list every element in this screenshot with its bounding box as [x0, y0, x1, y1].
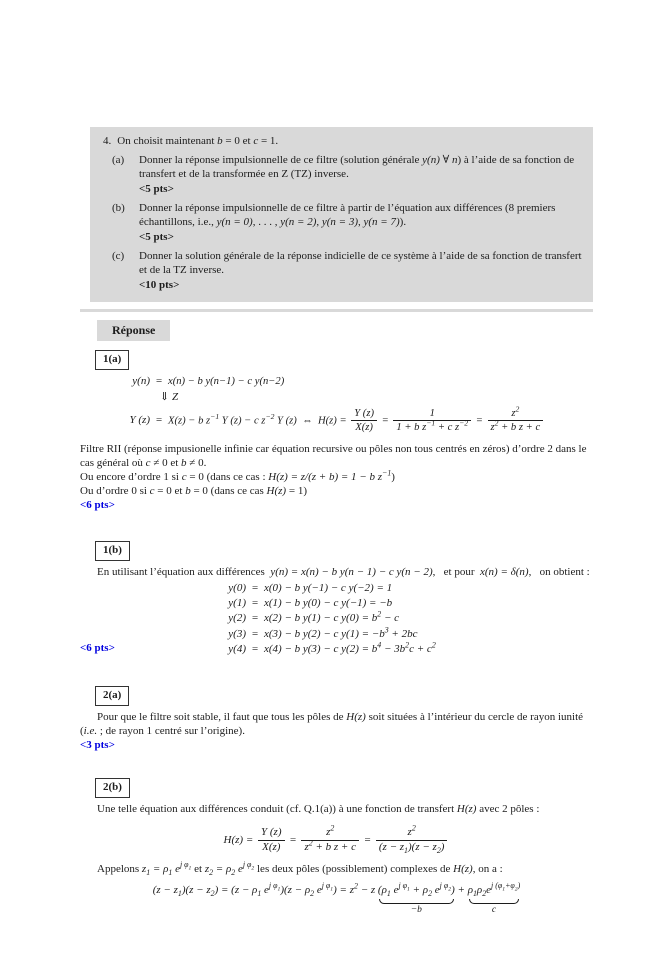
- equation-row: [80, 375, 593, 389]
- item-b-text: Donner la réponse impulsionnelle de ce filtre à partir de l’équation aux différences (8 premiers échantillons, i.e., y(n = 0), . . . , y(n = 2), y(n = 3), y(n = 7)).: [139, 201, 556, 228]
- answer-1a-line3: Ou d’ordre 0 si c = 0 et b = 0 (dans ce cas H(z) = 1): [80, 484, 307, 497]
- item-b-label: (b): [112, 201, 125, 214]
- eq-equals: =: [251, 612, 259, 625]
- points-badge-2a: <3 pts>: [80, 738, 115, 751]
- section-label-1b: 1(b): [95, 541, 130, 561]
- question-box: [90, 127, 593, 302]
- eq-rhs: x(4) − b y(3) − c $y(2) = b^4 - 3b^2c + c^2$: [264, 640, 436, 656]
- answer-2a-paragraph: [80, 711, 593, 753]
- response-header: Réponse: [97, 320, 170, 341]
- item-a-label: (a): [112, 153, 125, 166]
- eq-equals: =: [155, 374, 163, 387]
- question-item-a: [103, 154, 583, 197]
- item-c-label: (c): [112, 249, 125, 262]
- eq-rhs: x(0) − b y(−1) − c y(−2) = 1: [264, 581, 393, 594]
- divider: [80, 309, 593, 312]
- z-transform-arrow: ⇓ Z: [160, 390, 179, 403]
- answer-2b-paragraph: Appelons $z_1 = \rho_1$ $e^{j \varphi_1}$ et $z_2 = \rho_2$ $e^{j \varphi_2}$ les deux pôles (possiblement) complexes de H(z), on a :: [97, 859, 503, 877]
- eq-rhs: x(1) − b y(0) − c y(−1) = −b: [264, 596, 393, 609]
- equation-row: [80, 404, 593, 435]
- answer-2a-text: Pour que le filtre soit stable, il faut que tous les pôles de H(z) soit situées à l’intérieur du cercle de rayon iunité (i.e. ; de rayon 1 centré sur l’origine).: [80, 710, 584, 737]
- item-c-text: Donner la solution générale de la réponse indicielle de ce système à l’aide de sa fonction de transfert et de la TZ inverse.: [139, 249, 582, 276]
- answer-1a-line2: Ou encore d’ordre 1 si c = 0 (dans ce cas : H(z) = z/(z + b) = 1 − b $z^{-1}$): [80, 468, 395, 483]
- item-c-points: <10 pts>: [139, 278, 180, 291]
- eq-lhs: y(3): [228, 627, 246, 640]
- section-label-1a: 1(a): [95, 350, 129, 370]
- eq-equals: =: [251, 627, 259, 640]
- equation-block-1a: [80, 375, 593, 435]
- answer-1a-paragraph: [80, 443, 593, 513]
- equation-row: [80, 640, 593, 657]
- document-content: [80, 127, 593, 920]
- equation-row: [80, 625, 593, 642]
- answer-2b-intro: Une telle équation aux différences conduit (cf. Q.1(a)) à une fonction de transfert H(z) avec 2 pôles :: [97, 802, 540, 815]
- eq-lhs: y(4): [228, 643, 246, 656]
- answer-1b-intro: En utilisant l’équation aux différences y(n) = x(n) − b y(n − 1) − c y(n − 2), et pour x(n) = δ(n), on obtient :: [97, 565, 590, 578]
- points-badge-1b: <6 pts>: [80, 642, 115, 655]
- answer-1a-line1: Filtre RII (réponse impusionelle infinie car équation recursive ou pôles non tous centrés en zéros) d’ordre 2 dans le cas général où c ≠ 0 et b ≠ 0.: [80, 442, 587, 469]
- equation-block-1b: [80, 582, 593, 658]
- transfer-function-equation: H(z) = $\frac{Y (z)}{X(z)}$ = $\frac{z^2}{z^2 + b z + c}$ = $\frac{z^2}{(z - z_1)(z - z_2)}$: [80, 826, 593, 855]
- eq-equals: =: [155, 413, 163, 426]
- eq-equals: =: [251, 643, 259, 656]
- item-a-text: Donner la réponse impulsionnelle de ce filtre (solution générale y(n) ∀ n) à l’aide de sa fonction de transfert et de la transformée en Z (TZ) inverse.: [139, 153, 575, 180]
- section-label-2b: 2(b): [95, 778, 130, 798]
- question-item-c: [103, 250, 583, 293]
- eq-lhs: Y (z): [129, 413, 150, 426]
- eq-lhs: y(2): [228, 612, 246, 625]
- equation-row: [80, 609, 593, 626]
- equation-row: [80, 391, 593, 405]
- question-intro: On choisit maintenant b = 0 et c = 1.: [117, 135, 279, 147]
- eq-equals: =: [251, 596, 259, 609]
- points-badge-1a: <6 pts>: [80, 498, 115, 511]
- eq-lhs: y(0): [228, 581, 246, 594]
- eq-lhs: y(n): [132, 374, 150, 387]
- equation-row: [80, 597, 593, 611]
- item-b-body: [133, 202, 583, 245]
- item-c-body: [133, 250, 583, 293]
- item-a-points: <5 pts>: [139, 182, 174, 195]
- eq-rhs: X(z) − b $z^{-1}$ Y (z) − c $z^{-2}$ Y (z) ⇔ H(z) = $\frac{Y (z)}{X(z)}$ = $\frac{1}{1 + b z^{-1} + c z^{-2}}$ = $\frac{z^2}{z^2 + b z + c}$: [168, 407, 545, 435]
- question-number: 4.: [103, 135, 112, 147]
- eq-rhs: x(2) − b y(1) − c $y(0) = b^2 - c$: [264, 609, 400, 625]
- eq-lhs: y(1): [228, 596, 246, 609]
- question-header-row: [103, 135, 583, 149]
- question-item-b: [103, 202, 583, 245]
- eq-rhs: x(3) − b y(2) − c $y(1) = -b^3 + 2bc$: [264, 625, 418, 640]
- eq-rhs: x(n) − b y(n−1) − c y(n−2): [168, 376, 285, 388]
- item-b-points: <5 pts>: [139, 230, 174, 243]
- item-a-body: [133, 154, 583, 197]
- equation-row: [80, 582, 593, 596]
- eq-equals: =: [251, 581, 259, 594]
- poles-expansion-equation: $(z - z_1)(z - z_2) = (z - \rho_1$ $e^{j \varphi_1})(z - \rho_2$ $e^{j \varphi_1}) = z^2 - z$ ($\rho_1$ $e^{j \varphi_1} + \rho_2$ $e^{j \varphi_2}$) −b + $\rho_1\rho_2e^{j (\varphi_1+\varphi_2)}$ c: [152, 880, 521, 915]
- section-label-2a: 2(a): [95, 686, 129, 706]
